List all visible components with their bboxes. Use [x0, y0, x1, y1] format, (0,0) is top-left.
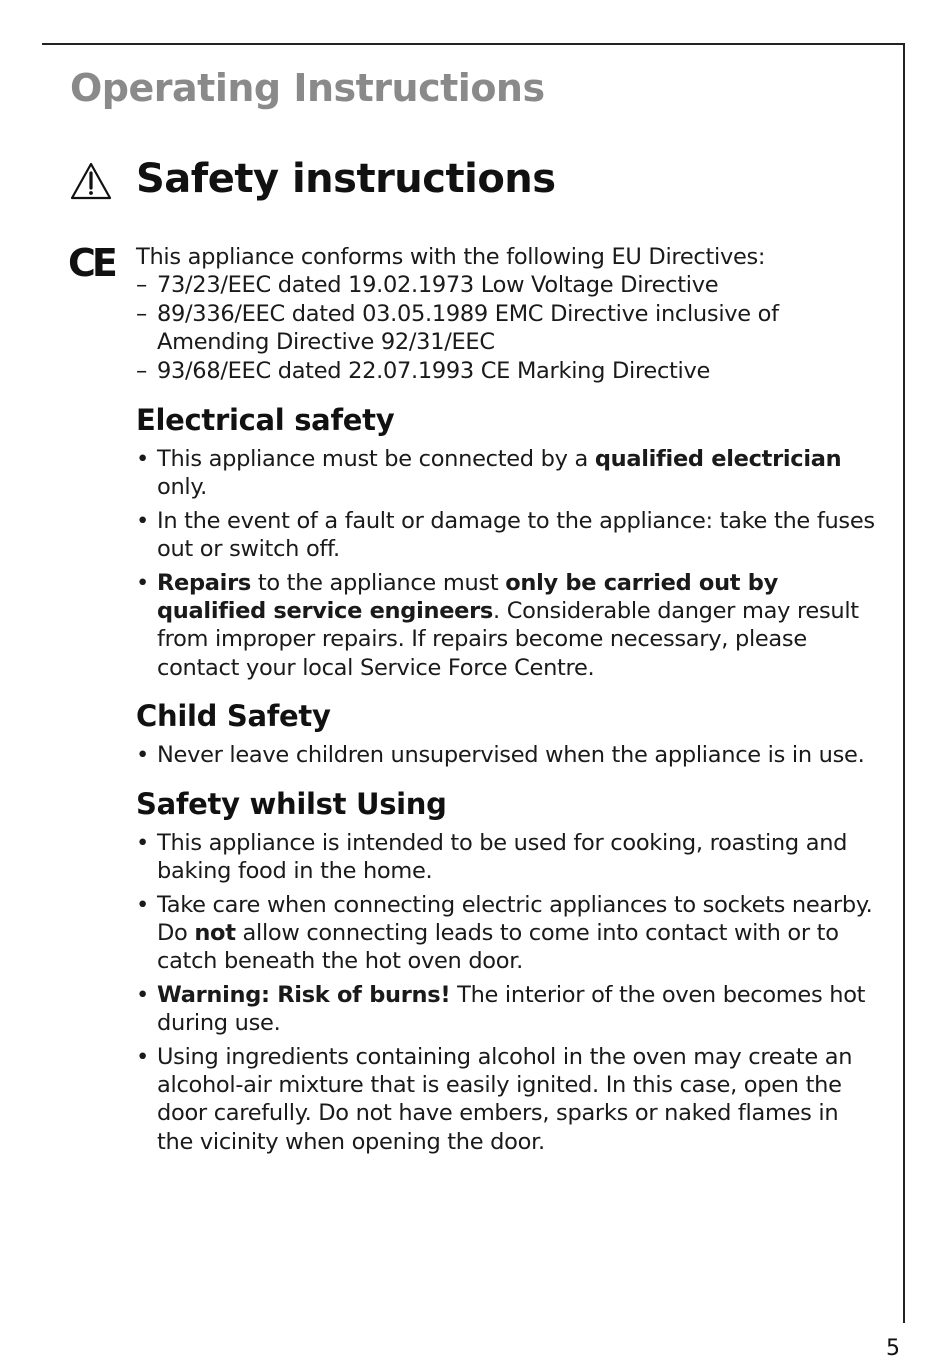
dash-marker: –: [136, 300, 147, 327]
bullet-marker: •: [136, 446, 149, 473]
list-item: • Using ingredients containing alcohol in the oven may create an alcohol-air mixture that is easily ignited. In this case, open the door carefully. Do not have embers, sparks or naked flames in the vicinity when opening the door.: [136, 1043, 853, 1155]
bullet-marker: •: [136, 981, 149, 1008]
bullet-marker: •: [136, 829, 149, 856]
bullet-marker: •: [136, 569, 149, 596]
section-title: Safety instructions: [136, 156, 556, 202]
safety-content: [136, 243, 881, 1161]
electrical-safety-list: [136, 445, 881, 682]
electrical-safety-heading: Electrical safety: [136, 403, 395, 438]
dash-marker: –: [136, 272, 147, 299]
top-border-rule: [42, 43, 905, 45]
ce-intro: This appliance conforms with the following EU Directives:: [136, 244, 766, 270]
list-item: • Warning: Risk of burns! The interior of the oven becomes hot during use.: [136, 981, 866, 1037]
right-border-rule: [903, 43, 905, 1323]
list-item: – 73/23/EEC dated 19.02.1973 Low Voltage Directive: [136, 272, 719, 299]
safety-whilst-using-heading: Safety whilst Using: [136, 786, 447, 821]
warning-triangle-icon: [70, 162, 112, 200]
list-item: • Take care when connecting electric appliances to sockets nearby. Do not allow connecting leads to come into contact with or to catch beneath the hot oven door.: [136, 891, 873, 975]
list-item: – 89/336/EEC dated 03.05.1989 EMC Directive inclusive of Amending Directive 92/31/EEC: [136, 300, 779, 356]
list-item: • Repairs to the appliance must only be carried out by qualified service engineers. Considerable danger may result from improper repairs. If repairs become necessary, please contact your local Service Force Centre.: [136, 569, 859, 681]
page-header-title: Operating Instructions: [70, 66, 545, 110]
directive-list: [136, 271, 881, 385]
list-item: • Never leave children unsupervised when the appliance is in use.: [136, 742, 865, 769]
bullet-marker: •: [136, 1043, 149, 1070]
dash-marker: –: [136, 357, 147, 384]
list-item: • This appliance is intended to be used for cooking, roasting and baking food in the home.: [136, 829, 848, 885]
bullet-marker: •: [136, 507, 149, 534]
list-item: – 93/68/EEC dated 22.07.1993 CE Marking Directive: [136, 357, 711, 384]
ce-mark-icon: CE: [68, 241, 114, 285]
bullet-marker: •: [136, 891, 149, 918]
safety-whilst-using-list: [136, 829, 881, 1156]
page-number: 5: [886, 1336, 900, 1361]
list-item: • This appliance must be connected by a qualified electrician only.: [136, 446, 842, 501]
list-item: • In the event of a fault or damage to the appliance: take the fuses out or switch off.: [136, 507, 875, 563]
child-safety-list: [136, 741, 881, 769]
child-safety-heading: Child Safety: [136, 699, 331, 734]
bullet-marker: •: [136, 742, 149, 769]
